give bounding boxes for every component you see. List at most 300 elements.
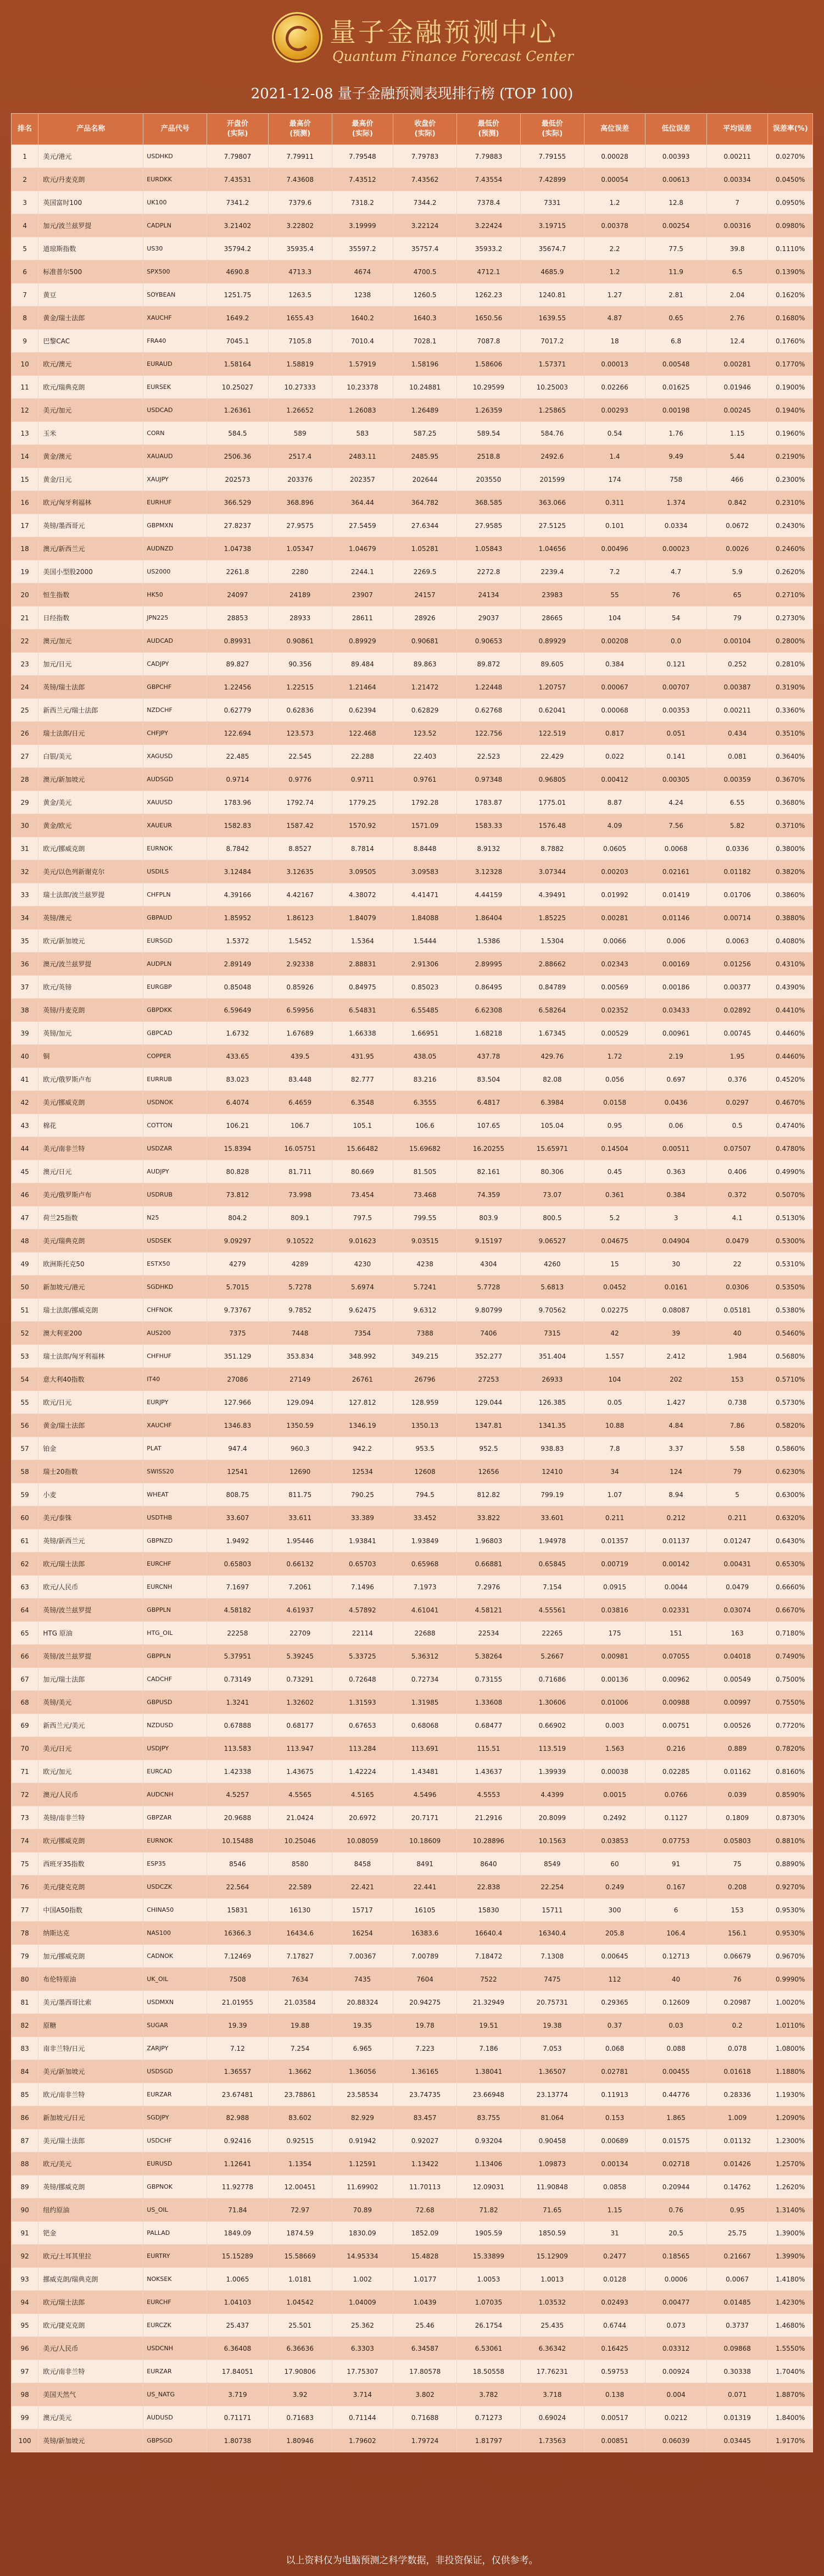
error-rate-cell: 0.5460% [768, 1322, 813, 1345]
open-actual-cell: 106.21 [207, 1114, 269, 1137]
low-forecast-cell: 1783.87 [457, 791, 521, 814]
high-error-cell: 4.87 [584, 307, 645, 330]
high-forecast-cell: 22.545 [268, 745, 332, 768]
open-actual-cell: 3.12484 [207, 860, 269, 883]
avg-error-cell: 65 [706, 583, 768, 607]
high-forecast-cell: 35935.4 [268, 237, 332, 260]
low-error-cell: 0.03312 [645, 2337, 707, 2360]
rank-cell: 30 [12, 814, 38, 837]
error-rate-cell: 0.9270% [768, 1876, 813, 1899]
column-header: 产品名称 [38, 114, 143, 145]
error-rate-cell: 0.1900% [768, 376, 813, 399]
close-actual-cell: 23.74735 [393, 2083, 457, 2106]
product-code-cell: US2000 [143, 560, 207, 583]
product-name-cell: 欧元/美元 [38, 2152, 143, 2176]
high-actual-cell: 6.965 [332, 2037, 393, 2060]
low-actual-cell: 1.5304 [520, 930, 584, 953]
table-row [12, 2245, 813, 2268]
close-actual-cell: 1571.09 [393, 814, 457, 837]
avg-error-cell: 0.00334 [706, 168, 768, 191]
high-forecast-cell: 1792.74 [268, 791, 332, 814]
high-forecast-cell: 1.86123 [268, 906, 332, 930]
table-row [12, 1068, 813, 1091]
open-actual-cell: 19.39 [207, 2014, 269, 2037]
rank-cell: 65 [12, 1622, 38, 1645]
low-error-cell: 0.12609 [645, 1991, 707, 2014]
low-error-cell: 0.44776 [645, 2083, 707, 2106]
product-code-cell: GBPNOK [143, 2176, 207, 2199]
error-rate-cell: 0.2620% [768, 560, 813, 583]
high-error-cell: 0.00645 [584, 1945, 645, 1968]
low-actual-cell: 80.306 [520, 1160, 584, 1183]
avg-error-cell: 0.01706 [706, 883, 768, 906]
error-rate-cell: 1.4180% [768, 2268, 813, 2291]
avg-error-cell: 6.55 [706, 791, 768, 814]
close-actual-cell: 73.468 [393, 1183, 457, 1206]
rank-cell: 60 [12, 1506, 38, 1529]
close-actual-cell: 8.8448 [393, 837, 457, 860]
high-actual-cell: 1346.19 [332, 1414, 393, 1437]
high-error-cell: 0.00378 [584, 214, 645, 237]
high-error-cell: 0.817 [584, 722, 645, 745]
low-error-cell: 54 [645, 607, 707, 630]
close-actual-cell: 123.52 [393, 722, 457, 745]
high-actual-cell: 82.929 [332, 2106, 393, 2129]
rank-cell: 52 [12, 1322, 38, 1345]
close-actual-cell: 27.6344 [393, 514, 457, 537]
low-actual-cell: 800.5 [520, 1206, 584, 1229]
high-actual-cell: 4.38072 [332, 883, 393, 906]
high-error-cell: 0.0158 [584, 1091, 645, 1114]
error-rate-cell: 0.8890% [768, 1852, 813, 1876]
high-error-cell: 0.0915 [584, 1576, 645, 1599]
product-code-cell: GBPPLN [143, 1645, 207, 1668]
product-code-cell: CHFPLN [143, 883, 207, 906]
product-code-cell: USDSGD [143, 2060, 207, 2083]
high-actual-cell: 1779.25 [332, 791, 393, 814]
error-rate-cell: 0.2710% [768, 583, 813, 607]
product-name-cell: 小麦 [38, 1483, 143, 1506]
open-actual-cell: 1.36557 [207, 2060, 269, 2083]
low-actual-cell: 26933 [520, 1368, 584, 1391]
open-actual-cell: 33.607 [207, 1506, 269, 1529]
low-forecast-cell: 122.756 [457, 722, 521, 745]
low-actual-cell: 11.90848 [520, 2176, 584, 2199]
product-code-cell: AUDPLN [143, 953, 207, 976]
error-rate-cell: 0.9670% [768, 1945, 813, 1968]
column-header: 高位误差 [584, 114, 645, 145]
high-forecast-cell: 7.2061 [268, 1576, 332, 1599]
rank-cell: 24 [12, 676, 38, 699]
product-code-cell: GBPCHF [143, 676, 207, 699]
open-actual-cell: 1783.96 [207, 791, 269, 814]
close-actual-cell: 3.22124 [393, 214, 457, 237]
close-actual-cell: 1.58196 [393, 353, 457, 376]
product-code-cell: USDNOK [143, 1091, 207, 1114]
high-forecast-cell: 3.12635 [268, 860, 332, 883]
close-actual-cell: 0.72734 [393, 1668, 457, 1691]
table-row [12, 2337, 813, 2360]
high-forecast-cell: 81.711 [268, 1160, 332, 1183]
close-actual-cell: 6.34587 [393, 2337, 457, 2360]
avg-error-cell: 0.03074 [706, 1599, 768, 1622]
rank-cell: 74 [12, 1829, 38, 1852]
high-actual-cell: 15717 [332, 1899, 393, 1922]
product-name-cell: 瑞士法郎/匈牙利福林 [38, 1345, 143, 1368]
high-forecast-cell: 12.00451 [268, 2176, 332, 2199]
product-name-cell: 黄金/澳元 [38, 445, 143, 468]
avg-error-cell: 0.0067 [706, 2268, 768, 2291]
error-rate-cell: 0.0450% [768, 168, 813, 191]
column-header: 平均误差 [706, 114, 768, 145]
product-name-cell: 欧元/挪威克朗 [38, 1829, 143, 1852]
low-forecast-cell: 26.1754 [457, 2314, 521, 2337]
low-error-cell: 0.073 [645, 2314, 707, 2337]
close-actual-cell: 8491 [393, 1852, 457, 1876]
high-actual-cell: 1.21464 [332, 676, 393, 699]
low-error-cell: 0.02285 [645, 1760, 707, 1783]
high-actual-cell: 11.69902 [332, 2176, 393, 2199]
high-error-cell: 0.04675 [584, 1229, 645, 1253]
product-name-cell: 澳元/加元 [38, 630, 143, 653]
low-actual-cell: 15.65971 [520, 1137, 584, 1160]
high-error-cell: 0.02275 [584, 1299, 645, 1322]
low-error-cell: 0.00511 [645, 1137, 707, 1160]
avg-error-cell: 0.1809 [706, 1806, 768, 1829]
low-error-cell: 0.00707 [645, 676, 707, 699]
error-rate-cell: 0.4670% [768, 1091, 813, 1114]
close-actual-cell: 794.5 [393, 1483, 457, 1506]
close-actual-cell: 1.31985 [393, 1691, 457, 1714]
close-actual-cell: 28926 [393, 607, 457, 630]
high-actual-cell: 364.44 [332, 491, 393, 514]
error-rate-cell: 0.4460% [768, 1045, 813, 1068]
open-actual-cell: 83.023 [207, 1068, 269, 1091]
open-actual-cell: 15.15289 [207, 2245, 269, 2268]
low-actual-cell: 6.58264 [520, 999, 584, 1022]
close-actual-cell: 83.457 [393, 2106, 457, 2129]
high-forecast-cell: 27.9575 [268, 514, 332, 537]
open-actual-cell: 1.9492 [207, 1529, 269, 1553]
table-row [12, 353, 813, 376]
high-error-cell: 0.003 [584, 1714, 645, 1737]
low-actual-cell: 0.84789 [520, 976, 584, 999]
error-rate-cell: 0.6430% [768, 1529, 813, 1553]
low-actual-cell: 71.65 [520, 2199, 584, 2222]
low-error-cell: 0.07055 [645, 1645, 707, 1668]
table-row [12, 237, 813, 260]
product-code-cell: IT40 [143, 1368, 207, 1391]
high-forecast-cell: 4.61937 [268, 1599, 332, 1622]
error-rate-cell: 0.4410% [768, 999, 813, 1022]
high-error-cell: 104 [584, 607, 645, 630]
high-forecast-cell: 353.834 [268, 1345, 332, 1368]
rank-cell: 73 [12, 1806, 38, 1829]
high-error-cell: 42 [584, 1322, 645, 1345]
close-actual-cell: 128.959 [393, 1391, 457, 1414]
high-actual-cell: 27.5459 [332, 514, 393, 537]
product-code-cell: GBPAUD [143, 906, 207, 930]
error-rate-cell: 0.3190% [768, 676, 813, 699]
open-actual-cell: 21.01955 [207, 1991, 269, 2014]
low-error-cell: 12.8 [645, 191, 707, 214]
report-title: 2021-12-08 量子金融预测表现排行榜 (TOP 100) [250, 86, 574, 102]
close-actual-cell: 1.0177 [393, 2268, 457, 2291]
high-forecast-cell: 106.7 [268, 1114, 332, 1137]
rank-cell: 78 [12, 1922, 38, 1945]
low-actual-cell: 1240.81 [520, 283, 584, 307]
rank-cell: 19 [12, 560, 38, 583]
high-error-cell: 1.4 [584, 445, 645, 468]
high-error-cell: 0.02781 [584, 2060, 645, 2083]
open-actual-cell: 7.43531 [207, 168, 269, 191]
high-actual-cell: 7.00367 [332, 1945, 393, 1968]
rank-cell: 32 [12, 860, 38, 883]
product-code-cell: WHEAT [143, 1483, 207, 1506]
error-rate-cell: 0.2310% [768, 491, 813, 514]
table-row [12, 1299, 813, 1322]
product-code-cell: EURHUF [143, 491, 207, 514]
open-actual-cell: 24097 [207, 583, 269, 607]
table-row [12, 191, 813, 214]
rank-cell: 77 [12, 1899, 38, 1922]
product-name-cell: 纽约原油 [38, 2199, 143, 2222]
rank-cell: 44 [12, 1137, 38, 1160]
product-name-cell: 新西兰元/瑞士法郎 [38, 699, 143, 722]
table-row [12, 491, 813, 514]
error-rate-cell: 1.2620% [768, 2176, 813, 2199]
high-forecast-cell: 1.32602 [268, 1691, 332, 1714]
low-error-cell: 0.00613 [645, 168, 707, 191]
error-rate-cell: 0.3680% [768, 791, 813, 814]
product-code-cell: EURCHF [143, 2291, 207, 2314]
product-name-cell: 英镑/波兰兹罗提 [38, 1599, 143, 1622]
low-error-cell: 2.412 [645, 1345, 707, 1368]
avg-error-cell: 0.039 [706, 1783, 768, 1806]
table-row [12, 2314, 813, 2337]
high-forecast-cell: 2.92338 [268, 953, 332, 976]
low-actual-cell: 799.19 [520, 1483, 584, 1506]
error-rate-cell: 1.0020% [768, 1991, 813, 2014]
open-actual-cell: 2.89149 [207, 953, 269, 976]
high-actual-cell: 17.75307 [332, 2360, 393, 2383]
open-actual-cell: 1849.09 [207, 2222, 269, 2245]
table-row [12, 1760, 813, 1783]
low-forecast-cell: 10.29599 [457, 376, 521, 399]
product-code-cell: EURTRY [143, 2245, 207, 2268]
product-code-cell: XAUUSD [143, 791, 207, 814]
open-actual-cell: 89.827 [207, 653, 269, 676]
product-name-cell: 欧元/南非兰特 [38, 2360, 143, 2383]
avg-error-cell: 40 [706, 1322, 768, 1345]
low-forecast-cell: 1.96803 [457, 1529, 521, 1553]
high-error-cell: 0.54 [584, 422, 645, 445]
low-actual-cell: 19.38 [520, 2014, 584, 2037]
avg-error-cell: 0.0479 [706, 1229, 768, 1253]
low-forecast-cell: 5.7728 [457, 1276, 521, 1299]
error-rate-cell: 0.6660% [768, 1576, 813, 1599]
brand-name-cn: 量子金融预测中心 [330, 17, 559, 48]
high-actual-cell: 23.58534 [332, 2083, 393, 2106]
low-error-cell: 0.00142 [645, 1553, 707, 1576]
high-actual-cell: 4.57892 [332, 1599, 393, 1622]
product-code-cell: EURUSD [143, 2152, 207, 2176]
high-forecast-cell: 72.97 [268, 2199, 332, 2222]
rank-cell: 1 [12, 145, 38, 168]
low-error-cell: 7.56 [645, 814, 707, 837]
low-error-cell: 0.07753 [645, 1829, 707, 1852]
high-error-cell: 1.27 [584, 283, 645, 307]
avg-error-cell: 4.1 [706, 1206, 768, 1229]
table-row [12, 2406, 813, 2429]
low-forecast-cell: 0.73155 [457, 1668, 521, 1691]
low-forecast-cell: 7.43554 [457, 168, 521, 191]
close-actual-cell: 9.03515 [393, 1229, 457, 1253]
error-rate-cell: 0.4780% [768, 1137, 813, 1160]
open-actual-cell: 5.37951 [207, 1645, 269, 1668]
low-error-cell: 2.81 [645, 283, 707, 307]
high-error-cell: 0.101 [584, 514, 645, 537]
open-actual-cell: 8546 [207, 1852, 269, 1876]
close-actual-cell: 72.68 [393, 2199, 457, 2222]
high-error-cell: 0.2477 [584, 2245, 645, 2268]
high-forecast-cell: 7105.8 [268, 330, 332, 353]
high-actual-cell: 1.002 [332, 2268, 393, 2291]
high-error-cell: 104 [584, 1368, 645, 1391]
low-actual-cell: 10.1563 [520, 1829, 584, 1852]
high-forecast-cell: 1.22515 [268, 676, 332, 699]
table-row [12, 1922, 813, 1945]
error-rate-cell: 0.7820% [768, 1737, 813, 1760]
high-actual-cell: 19.35 [332, 2014, 393, 2037]
high-error-cell: 0.14504 [584, 1137, 645, 1160]
low-error-cell: 151 [645, 1622, 707, 1645]
product-name-cell: 欧元/新加坡元 [38, 930, 143, 953]
low-actual-cell: 0.96805 [520, 768, 584, 791]
rank-cell: 50 [12, 1276, 38, 1299]
table-row [12, 722, 813, 745]
low-actual-cell: 7.053 [520, 2037, 584, 2060]
high-forecast-cell: 5.39245 [268, 1645, 332, 1668]
high-forecast-cell: 203376 [268, 468, 332, 491]
high-forecast-cell: 21.03584 [268, 1991, 332, 2014]
low-actual-cell: 2492.6 [520, 445, 584, 468]
product-name-cell: 标准普尔500 [38, 260, 143, 283]
low-actual-cell: 22265 [520, 1622, 584, 1645]
high-actual-cell: 122.468 [332, 722, 393, 745]
rank-cell: 7 [12, 283, 38, 307]
high-error-cell: 0.45 [584, 1160, 645, 1183]
close-actual-cell: 25.46 [393, 2314, 457, 2337]
high-error-cell: 0.00293 [584, 399, 645, 422]
low-error-cell: 11.9 [645, 260, 707, 283]
high-forecast-cell: 7448 [268, 1322, 332, 1345]
low-error-cell: 0.00169 [645, 953, 707, 976]
close-actual-cell: 9.6312 [393, 1299, 457, 1322]
open-actual-cell: 351.129 [207, 1345, 269, 1368]
high-forecast-cell: 0.90861 [268, 630, 332, 653]
product-name-cell: 白银/美元 [38, 745, 143, 768]
close-actual-cell: 20.7171 [393, 1806, 457, 1829]
close-actual-cell: 7028.1 [393, 330, 457, 353]
low-actual-cell: 82.08 [520, 1068, 584, 1091]
brand-name-en: Quantum Finance Forecast Center [332, 48, 574, 64]
rank-cell: 33 [12, 883, 38, 906]
product-name-cell: 英镑/南非兰特 [38, 1806, 143, 1829]
low-actual-cell: 7.42899 [520, 168, 584, 191]
avg-error-cell: 0.06679 [706, 1945, 768, 1968]
low-forecast-cell: 7.186 [457, 2037, 521, 2060]
table-row [12, 2360, 813, 2383]
error-rate-cell: 0.3670% [768, 768, 813, 791]
avg-error-cell: 0.3737 [706, 2314, 768, 2337]
open-actual-cell: 0.65803 [207, 1553, 269, 1576]
high-error-cell: 60 [584, 1852, 645, 1876]
table-row [12, 607, 813, 630]
avg-error-cell: 0.0297 [706, 1091, 768, 1114]
avg-error-cell: 12.4 [706, 330, 768, 353]
high-actual-cell: 28611 [332, 607, 393, 630]
low-actual-cell: 35674.7 [520, 237, 584, 260]
product-name-cell: 澳元/波兰兹罗提 [38, 953, 143, 976]
table-row [12, 560, 813, 583]
product-name-cell: 加元/日元 [38, 653, 143, 676]
product-name-cell: 英镑/新加坡元 [38, 2429, 143, 2452]
error-rate-cell: 0.8160% [768, 1760, 813, 1783]
low-forecast-cell: 4.44159 [457, 883, 521, 906]
close-actual-cell: 4.61041 [393, 1599, 457, 1622]
table-row [12, 168, 813, 191]
open-actual-cell: 1.5372 [207, 930, 269, 953]
rank-cell: 6 [12, 260, 38, 283]
low-forecast-cell: 7.18472 [457, 1945, 521, 1968]
header [0, 0, 824, 121]
low-forecast-cell: 0.93204 [457, 2129, 521, 2152]
low-error-cell: 0.02161 [645, 860, 707, 883]
avg-error-cell: 153 [706, 1899, 768, 1922]
open-actual-cell: 1.42338 [207, 1760, 269, 1783]
low-actual-cell: 0.89929 [520, 630, 584, 653]
high-forecast-cell: 7634 [268, 1968, 332, 1991]
product-code-cell: EURAUD [143, 353, 207, 376]
rank-cell: 17 [12, 514, 38, 537]
high-error-cell: 0.0605 [584, 837, 645, 860]
table-row [12, 930, 813, 953]
avg-error-cell: 1.984 [706, 1345, 768, 1368]
close-actual-cell: 22.441 [393, 1876, 457, 1899]
product-name-cell: 美元/捷克克朗 [38, 1876, 143, 1899]
high-forecast-cell: 17.90806 [268, 2360, 332, 2383]
high-error-cell: 0.11913 [584, 2083, 645, 2106]
low-error-cell: 0.088 [645, 2037, 707, 2060]
high-error-cell: 0.03853 [584, 1829, 645, 1852]
product-code-cell: PLAT [143, 1437, 207, 1460]
close-actual-cell: 16383.6 [393, 1922, 457, 1945]
open-actual-cell: 10.25027 [207, 376, 269, 399]
low-actual-cell: 89.605 [520, 653, 584, 676]
product-code-cell: USDCNH [143, 2337, 207, 2360]
rank-cell: 87 [12, 2129, 38, 2152]
low-error-cell: 0.212 [645, 1506, 707, 1529]
high-forecast-cell: 1.58819 [268, 353, 332, 376]
low-forecast-cell: 22.838 [457, 1876, 521, 1899]
rank-cell: 97 [12, 2360, 38, 2383]
low-actual-cell: 1850.59 [520, 2222, 584, 2245]
rank-cell: 14 [12, 445, 38, 468]
low-actual-cell: 3.718 [520, 2383, 584, 2406]
rank-cell: 82 [12, 2014, 38, 2037]
table-row [12, 1829, 813, 1852]
